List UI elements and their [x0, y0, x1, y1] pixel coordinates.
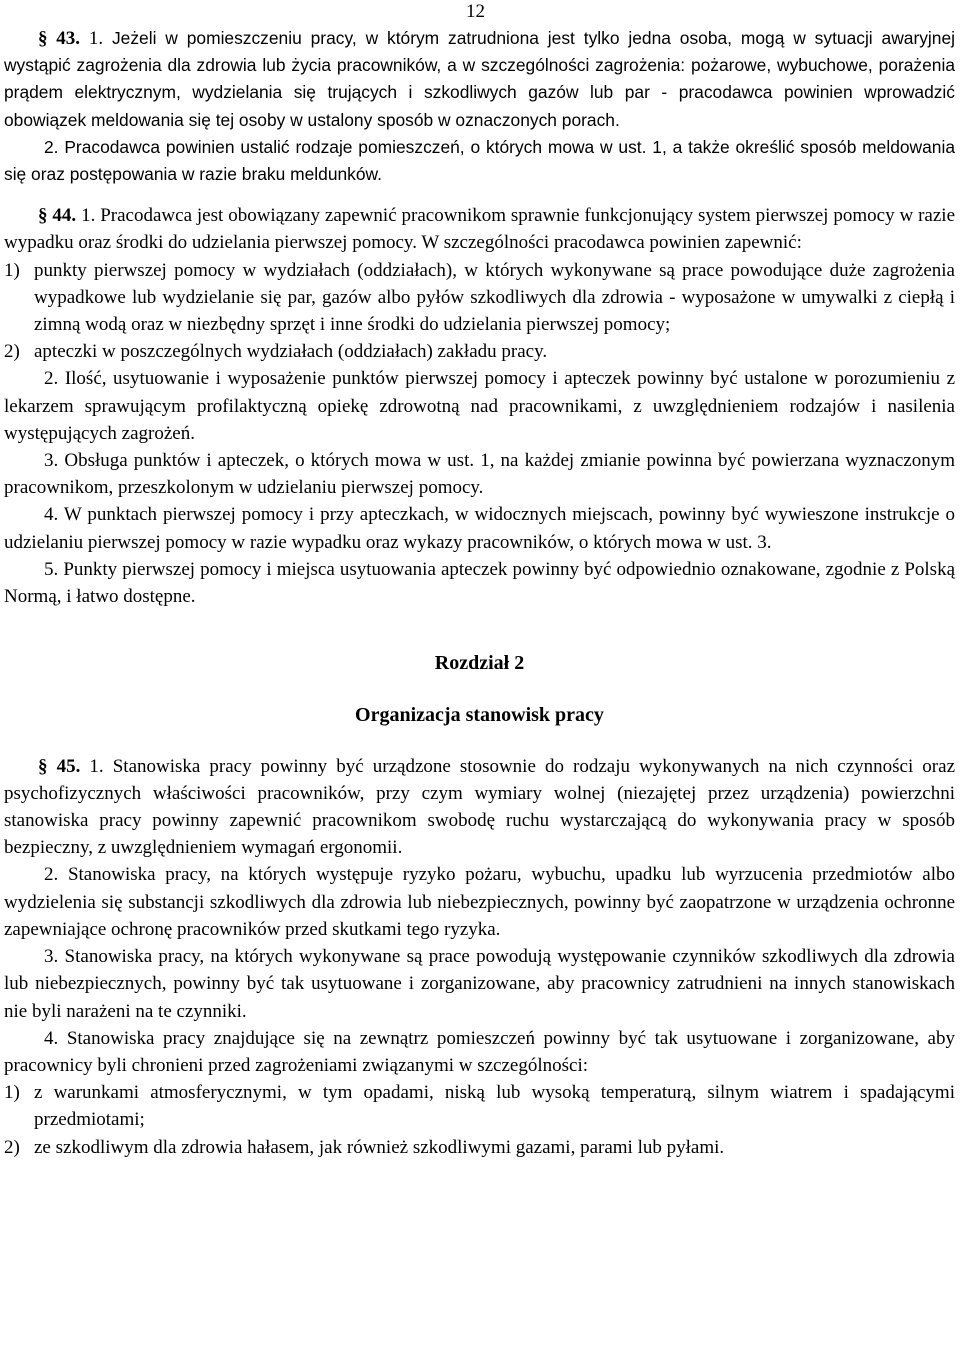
paragraph-44-3: 3. Obsługa punktów i apteczek, o których mowa w ust. 1, na każdej zmianie powinna być powierzana wyznaczonym pracownikom, przeszkolonym w udzielaniu pierwszej pomocy.	[4, 450, 955, 499]
paragraph-44-5: 5. Punkty pierwszej pomocy i miejsca usytuowania apteczek powinny być odpowiednio oznakowane, zgodnie z Polską Normą, i łatwo dostępne.	[4, 558, 955, 608]
paragraph-45-2: 2. Stanowiska pracy, na których występuje ryzyko pożaru, wybuchu, upadku lub wyrzucenia przedmiotów albo wydzielenia się substancji szkodliwych dla zdrowia lub niebezpiecznych, powinny być zaopatrzone w urządzenia ochronne zapewniające ochronę pracowników przed skutkami tego ryzyka.	[4, 864, 955, 940]
paragraph-44-2: 2. Ilość, usytuowanie i wyposażenie punktów pierwszej pomocy i apteczek powinny być ustalone w porozumieniu z lekarzem sprawującym profilaktyczną opiekę zdrowotną nad pracownikami, z uwzględnieniem rodzajów i nasilenia występujących zagrożeń.	[4, 368, 955, 444]
list-number: 2)	[4, 1136, 20, 1158]
paragraph-45-3: 3. Stanowiska pracy, na których wykonywane są prace powodują występowanie czynników szkodliwych dla zdrowia lub niebezpiecznych, powinny być tak usytuowane i zorganizowane, aby pracownicy zatrudnieni na innych stanowiskach nie byli narażeni na te czynniki.	[4, 946, 955, 1022]
spacer	[4, 677, 955, 702]
paragraph-lead: 1.	[88, 28, 112, 49]
page-number: 12	[466, 1, 485, 22]
paragraph-45-4: 4. Stanowiska pracy znajdujące się na zewnątrz pomieszczeń powinny być tak usytuowane i zorganizowane, aby pracownicy byli chronieni przed zagrożeniami związanymi w szczególności:	[4, 1027, 955, 1076]
list-text: ze szkodliwym dla zdrowia hałasem, jak również szkodliwymi gazami, parami lub pyłami.	[34, 1136, 725, 1158]
list-item-44-1	[4, 257, 955, 339]
paragraph-43-2: 2. Pracodawca powinien ustalić rodzaje pomieszczeń, o których mowa w ust. 1, a także określić sposób meldowania się oraz postępowania w razie braku meldunków.	[4, 136, 955, 185]
paragraph-text: Jeżeli w pomieszczeniu pracy, w którym zatrudniona jest tylko jedna osoba, mogą w sytuacji awaryjnej wystąpić zagrożenia dla zdrowia lub życia pracowników, a w szczególności zagrożenia: pożarowe, wybuchowe, porażenia prądem elektrycznym, wydzielania się trujących i szkodliwych gazów lub par - pracodawca powinien wprowadzić obowiązek meldowania się tej osoby w ustalony sposób w oznaczonych porach.	[4, 28, 956, 130]
paragraph-43-1	[4, 25, 955, 134]
paragraph-44-4: 4. W punktach pierwszej pomocy i przy apteczkach, w widocznych miejscach, powinny być wywieszone instrukcje o udzielaniu pierwszej pomocy w razie wypadku oraz wykazy pracowników, o których mowa w ust. 3.	[4, 504, 955, 553]
list-item-44-2	[4, 338, 955, 365]
chapter-title: Organizacja stanowisk pracy	[355, 704, 604, 727]
spacer	[4, 188, 955, 202]
paragraph-text: Pracodawca jest obowiązany zapewnić pracownikom sprawnie funkcjonujący system pierwszej pomocy w razie wypadku oraz środki do udzielania pierwszej pomocy. W szczególności pracodawca powinien zapewnić:	[4, 205, 956, 254]
chapter-number: Rozdział 2	[434, 652, 525, 675]
list-text: z warunkami atmosferycznymi, w tym opadami, niską lub wysoką temperaturą, silnym wiatrem i spadającymi przedmiotami;	[34, 1082, 955, 1131]
spacer	[4, 730, 955, 753]
list-item-45-2	[4, 1134, 955, 1161]
section-marker-43: § 43.	[38, 28, 81, 49]
spacer	[4, 610, 955, 650]
list-number: 1)	[4, 259, 20, 281]
list-number: 2)	[4, 341, 20, 363]
section-marker-45: § 45.	[38, 755, 81, 777]
paragraph-text: Stanowiska pracy powinny być urządzone stosownie do rodzaju wykonywanych na nich czynności oraz psychofizycznych właściwości pracowników, przy czym wymiary wolnej (niezajętej przez urządzenia) powierzchni stanowiska pracy powinny zapewnić pracownikom swobodę ruchu wystarczającą do wykonywania pracy w sposób bezpieczny, z uwzględnieniem wymagań ergonomii.	[4, 755, 956, 859]
document-body	[4, 25, 955, 1161]
list-number: 1)	[4, 1082, 20, 1104]
paragraph-lead: 1.	[89, 755, 113, 777]
list-text: apteczki w poszczególnych wydziałach (oddziałach) zakładu pracy.	[34, 341, 548, 363]
paragraph-lead: 1.	[81, 205, 101, 227]
list-item-45-1	[4, 1079, 955, 1133]
section-marker-44: § 44.	[38, 205, 77, 227]
list-text: punkty pierwszej pomocy w wydziałach (oddziałach), w których wykonywane są prace powodujące duże zagrożenia wypadkowe lub wydzielanie się par, gazów albo pyłów szkodliwych dla zdrowia - wyposażone w umywalki z ciepłą i zimną wodą oraz w niezbędny sprzęt i inne środki do udzielania pierwszej pomocy;	[34, 259, 955, 336]
paragraph-44-1	[4, 202, 955, 256]
paragraph-45-1	[4, 753, 955, 862]
